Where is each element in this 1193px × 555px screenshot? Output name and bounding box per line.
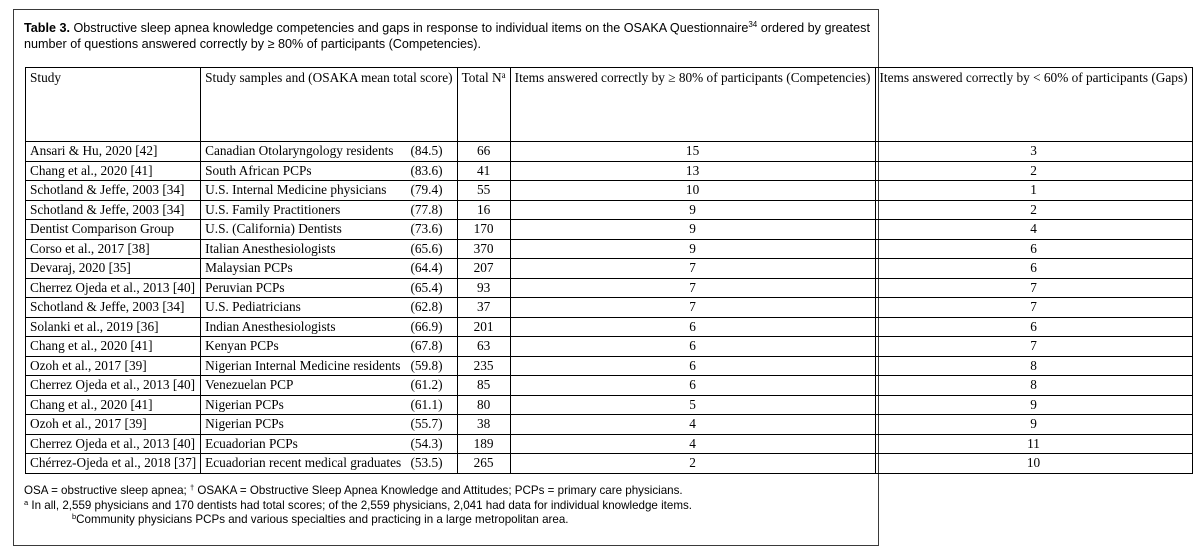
cell-sample: [201, 161, 457, 181]
header-total-n-sup: a: [501, 70, 506, 80]
cell-total-n: 235: [457, 356, 510, 376]
cell-study: Ozoh et al., 2017 [39]: [26, 415, 201, 435]
table-row: [26, 259, 1193, 279]
cell-gaps: 8: [875, 376, 1192, 396]
cell-competencies: 6: [510, 337, 875, 357]
cell-study: Chang et al., 2020 [41]: [26, 395, 201, 415]
cell-sample: [201, 356, 457, 376]
cell-sample: [201, 454, 457, 474]
cell-gaps: 4: [875, 220, 1192, 240]
cell-gaps: 7: [875, 337, 1192, 357]
cell-sample: [201, 239, 457, 259]
cell-competencies: 7: [510, 298, 875, 318]
cell-total-n: 80: [457, 395, 510, 415]
cell-gaps: 6: [875, 317, 1192, 337]
cell-gaps: 7: [875, 298, 1192, 318]
footnote-a: [24, 499, 870, 514]
cell-total-n: 265: [457, 454, 510, 474]
cell-competencies: 9: [510, 220, 875, 240]
table-row: [26, 239, 1193, 259]
cell-total-n: 93: [457, 278, 510, 298]
cell-gaps: 2: [875, 200, 1192, 220]
cell-gaps: 1: [875, 181, 1192, 201]
cell-study: Ozoh et al., 2017 [39]: [26, 356, 201, 376]
cell-competencies: 5: [510, 395, 875, 415]
cell-competencies: 6: [510, 356, 875, 376]
sample-name: U.S. Pediatricians: [205, 299, 301, 314]
cell-sample: [201, 395, 457, 415]
cell-total-n: 170: [457, 220, 510, 240]
cell-study: Solanki et al., 2019 [36]: [26, 317, 201, 337]
cell-sample: [201, 181, 457, 201]
header-competencies: Items answered correctly by ≥ 80% of participants (Competencies): [510, 68, 875, 142]
table-row: [26, 220, 1193, 240]
cell-competencies: 6: [510, 376, 875, 396]
table-footnotes: [24, 484, 870, 528]
sample-name: Nigerian PCPs: [205, 396, 284, 412]
footnote-mark: †: [189, 483, 195, 492]
sample-name: Peruvian PCPs: [205, 279, 285, 295]
cell-study: Corso et al., 2017 [38]: [26, 239, 201, 259]
sample-name: Italian Anesthesiologists: [205, 240, 336, 256]
cell-gaps: 10: [875, 454, 1192, 474]
osaka-score: (79.4): [410, 182, 443, 197]
sample-name: U.S. (California) Dentists: [205, 221, 342, 236]
cell-sample: [201, 337, 457, 357]
cell-competencies: 13: [510, 161, 875, 181]
osaka-score: (84.5): [410, 143, 443, 158]
caption-text-end: ordered by greatest number of questions answered correctly by ≥ 80% of participants (Competencies).: [24, 21, 870, 51]
header-gaps: Items answered correctly by < 60% of participants (Gaps): [875, 68, 1192, 142]
table-row: [26, 415, 1193, 435]
table-row: [26, 181, 1193, 201]
footnote-mark: a: [24, 497, 29, 507]
cell-study: Cherrez Ojeda et al., 2013 [40]: [26, 278, 201, 298]
sample-name: Venezuelan PCP: [205, 377, 294, 392]
cell-competencies: 6: [510, 317, 875, 337]
osaka-score: (53.5): [410, 455, 443, 470]
table-header-row: [26, 68, 1193, 142]
cell-sample: [201, 142, 457, 162]
table-caption: [24, 20, 870, 52]
cell-study: Schotland & Jeffe, 2003 [34]: [26, 181, 201, 201]
sample-name: Nigerian PCPs: [205, 416, 284, 431]
cell-gaps: 6: [875, 239, 1192, 259]
sample-name: Ecuadorian PCPs: [205, 435, 298, 451]
table-row: [26, 161, 1193, 181]
cell-study: Chang et al., 2020 [41]: [26, 337, 201, 357]
cell-competencies: 9: [510, 239, 875, 259]
cell-competencies: 4: [510, 434, 875, 454]
footnote-b: [24, 513, 870, 528]
cell-study: Chang et al., 2020 [41]: [26, 161, 201, 181]
cell-study: Schotland & Jeffe, 2003 [34]: [26, 298, 201, 318]
cell-sample: [201, 220, 457, 240]
sample-name: Indian Anesthesiologists: [205, 318, 336, 334]
table-row: [26, 395, 1193, 415]
sample-name: Kenyan PCPs: [205, 338, 279, 353]
osaka-score: (61.2): [410, 377, 443, 392]
osaka-score: (59.8): [410, 357, 443, 373]
cell-sample: [201, 259, 457, 279]
cell-competencies: 15: [510, 142, 875, 162]
sample-name: Nigerian Internal Medicine residents: [205, 357, 401, 373]
osaka-score: (65.4): [410, 279, 443, 295]
footnote-text: OSAKA = Obstructive Sleep Apnea Knowledge and Attitudes; PCPs = primary care physicians.: [194, 484, 683, 497]
cell-competencies: 4: [510, 415, 875, 435]
osaka-score: (61.1): [410, 396, 443, 412]
cell-gaps: 6: [875, 259, 1192, 279]
cell-total-n: 85: [457, 376, 510, 396]
osaka-score: (54.3): [410, 435, 443, 451]
cell-study: Ansari & Hu, 2020 [42]: [26, 142, 201, 162]
cell-gaps: 9: [875, 415, 1192, 435]
table-row: [26, 454, 1193, 474]
cell-total-n: 63: [457, 337, 510, 357]
cell-gaps: 2: [875, 161, 1192, 181]
cell-study: Schotland & Jeffe, 2003 [34]: [26, 200, 201, 220]
cell-gaps: 11: [875, 434, 1192, 454]
footnote-mark: b: [72, 512, 77, 522]
table-row: [26, 337, 1193, 357]
cell-total-n: 41: [457, 161, 510, 181]
header-study: Study: [26, 68, 201, 142]
table-row: [26, 317, 1193, 337]
cell-gaps: 9: [875, 395, 1192, 415]
header-total-n-label: Total N: [461, 70, 502, 85]
sample-name: U.S. Internal Medicine physicians: [205, 182, 387, 197]
osaka-score: (77.8): [410, 201, 443, 217]
caption-ref: 34: [748, 20, 758, 29]
table-row: [26, 278, 1193, 298]
cell-total-n: 38: [457, 415, 510, 435]
osaka-score: (65.6): [410, 240, 443, 256]
cell-competencies: 7: [510, 259, 875, 279]
cell-study: Dentist Comparison Group: [26, 220, 201, 240]
cell-gaps: 8: [875, 356, 1192, 376]
cell-sample: [201, 376, 457, 396]
cell-sample: [201, 278, 457, 298]
table-row: [26, 142, 1193, 162]
cell-sample: [201, 317, 457, 337]
cell-gaps: 7: [875, 278, 1192, 298]
sample-name: South African PCPs: [205, 162, 312, 178]
cell-sample: [201, 415, 457, 435]
cell-competencies: 2: [510, 454, 875, 474]
table-row: [26, 298, 1193, 318]
cell-competencies: 7: [510, 278, 875, 298]
caption-label: Table 3.: [24, 21, 70, 35]
header-total-n: [457, 68, 510, 142]
cell-competencies: 9: [510, 200, 875, 220]
cell-total-n: 55: [457, 181, 510, 201]
osaka-score: (64.4): [410, 260, 443, 275]
cell-total-n: 207: [457, 259, 510, 279]
header-sample: Study samples and (OSAKA mean total score): [201, 68, 457, 142]
sample-name: U.S. Family Practitioners: [205, 201, 341, 217]
cell-study: Devaraj, 2020 [35]: [26, 259, 201, 279]
footnote-text: In all, 2,559 physicians and 170 dentists had total scores; of the 2,559 physicians, 2,041 had data for individual knowledge items.: [28, 498, 693, 512]
sample-name: Canadian Otolaryngology residents: [205, 143, 394, 158]
osaka-score: (83.6): [410, 162, 443, 178]
cell-total-n: 201: [457, 317, 510, 337]
cell-sample: [201, 200, 457, 220]
table-row: [26, 434, 1193, 454]
osaka-score: (66.9): [410, 318, 443, 334]
cell-study: Chérrez-Ojeda et al., 2018 [37]: [26, 454, 201, 474]
footnote-abbreviations: [24, 484, 870, 499]
cell-study: Cherrez Ojeda et al., 2013 [40]: [26, 376, 201, 396]
table-row: [26, 376, 1193, 396]
sample-name: Ecuadorian recent medical graduates: [205, 455, 402, 470]
cell-total-n: 189: [457, 434, 510, 454]
cell-total-n: 66: [457, 142, 510, 162]
osaka-score: (55.7): [410, 416, 443, 431]
cell-sample: [201, 434, 457, 454]
cell-gaps: 3: [875, 142, 1192, 162]
cell-study: Cherrez Ojeda et al., 2013 [40]: [26, 434, 201, 454]
table-row: [26, 200, 1193, 220]
sample-name: Malaysian PCPs: [205, 260, 293, 275]
footnote-text: Community physicians PCPs and various specialties and practicing in a large metropolitan area.: [76, 513, 569, 527]
table-row: [26, 356, 1193, 376]
osaka-results-table: [25, 67, 1193, 474]
cell-sample: [201, 298, 457, 318]
cell-total-n: 37: [457, 298, 510, 318]
cell-total-n: 16: [457, 200, 510, 220]
cell-competencies: 10: [510, 181, 875, 201]
osaka-score: (62.8): [410, 299, 443, 314]
osaka-score: (73.6): [410, 221, 443, 236]
footnote-text: OSA = obstructive sleep apnea;: [24, 484, 190, 497]
cell-total-n: 370: [457, 239, 510, 259]
caption-text: Obstructive sleep apnea knowledge competencies and gaps in response to individual items on the OSAKA Questionnaire: [69, 21, 749, 35]
osaka-score: (67.8): [410, 338, 443, 353]
table-figure: [13, 9, 1188, 546]
